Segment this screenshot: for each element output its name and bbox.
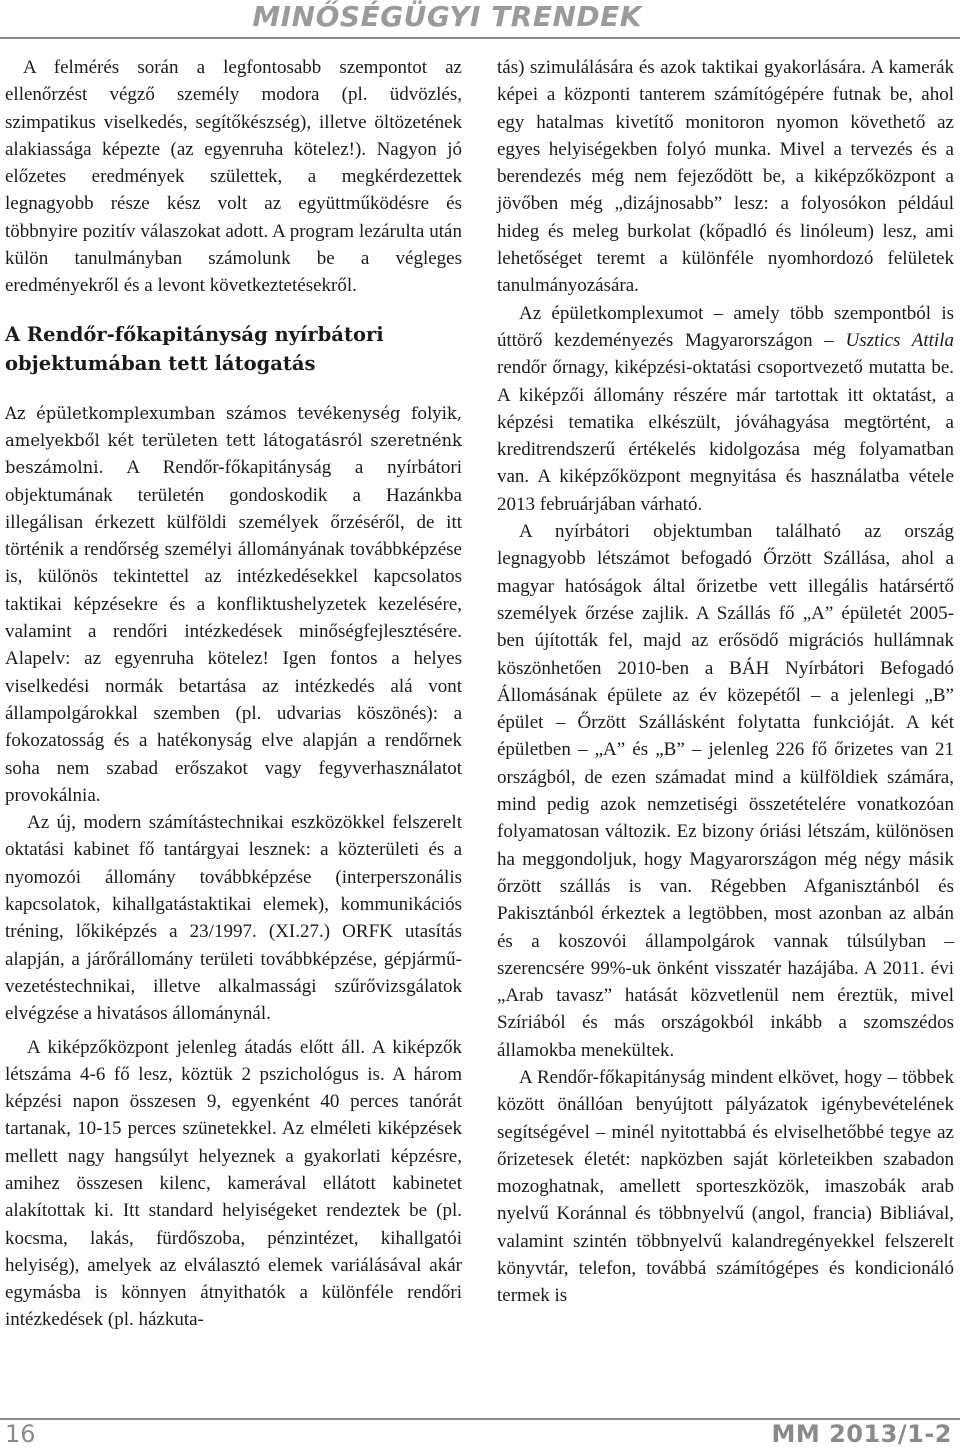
paragraph: A Rendőr-főkapitányság mindent elkövet, hogy – többek között önállóan benyújtott pályázatok igénybevételének segítségével – minél nyitottabbá és elviselhetőbbé tegye az őrizetesek életét: napközben saját körleteikben szabadon mozoghatnak, amellett sporteszközök, imaszobák arab nyelvű Koránnal és többnyelvű (angol, francia) Bibliával, valamint szintén többnyelvű kalandregényekkel felszerelt könyvtár, telefon, továbbá számítógépes és kondicionáló termek is	[497, 1066, 954, 1307]
section-subheading: A Rendőr-főkapitányság nyírbátori objektumában tett látogatás	[5, 322, 384, 375]
left-column	[5, 54, 462, 1334]
paragraph	[5, 400, 462, 809]
paragraph: A nyírbátori objektumban található az ország legnagyobb létszámot befogadó Őrzött Szállása, ahol a magyar hatóságok által őrizetbe vett illegális határsértő személyek őrzése zajlik. A Szállás fő „A” épületét 2005-ben újították fel, majd az erősödő migrációs hullámnak köszönhetően 2010-ben a BÁH Nyírbátori Befogadó Állomásának épülete az év közepétől – a jelenlegi „B” épület – Őrzött Szállásként folytatta funkcióját. A két épületben – „A” és „B” – jelenleg 226 fő őrizetes van 21 országból, de ezen számadat mind a külföldiek számára, mind pedig azok nemzetiségi összetételére vonatkozóan folyamatosan változik. Ez bizony óriási létszám, különösen ha meggondoljuk, hogy Magyarországon még négy másik őrzött szállás is van. Régebben Afganisztánból és Pakisztánból érkeztek a legtöbben, most azonban az albán és a koszovói állampolgárok vannak túlsúlyban – szerencsére 99%-uk önként visszatér hazájába. A 2011. évi „Arab tavasz” hatását közvetlenül nem éreztük, mivel Szíriából és más országokból inkább a szomszédos államokba menekültek.	[497, 521, 954, 1061]
page-header-title: MINŐSÉGÜGYI TRENDEK	[252, 0, 642, 33]
paragraph	[497, 300, 954, 518]
paragraph: A kiképzőközpont jelenleg átadás előtt áll. A kiképzők létszáma 4-6 fő lesz, köztük 2 pszichológus is. A három képzési napon összesen 9, egyenként 40 perces tanórát tartanak, 10-15 perces szünetekkel. Az elméleti kiképzések mellett nagy hangsúlyt helyeznek a gyakorlati képzésre, amihez összesen kilenc, kamerával ellátott kabinetet alakítottak ki. Itt standard helyiségeket rendeztek be (pl. kocsma, lakás, fürdőszoba, pénzintézet, kihallgatói helyiség), amelyek az elválasztó elemek variálásával akár egymásba is könnyen átnyithatók a különféle rendőri intézkedések (pl. házkuta-	[5, 1036, 462, 1331]
header-rule	[0, 37, 960, 39]
paragraph-text: Az épületkomplexumot – amely több szempontból is úttörő kezdeményezés Magyarországon –	[497, 302, 954, 351]
paragraph: A felmérés során a legfontosabb szempontot az ellenőrzést végző személy modora (pl. üdvözlés, szimpatikus viselkedés, segítőkészség), illetve öltözetének alakiassága képezte (az egyenruha kötelez!). Nagyon jó előzetes eredmények születtek, a megkérdezettek legnagyobb része kész volt az együttműködésre és többnyire pozitív válaszokat adott. A program lezárulta után külön tanulmányban számolunk be a végleges eredményekről és a levont következtetésekről.	[5, 57, 462, 297]
paragraph: tás) szimulálására és azok taktikai gyakorlására. A kamerák képei a központi tanterem számítógépére futnak be, ahol egy hatalmas kivetítő monitoron nyomon követhető az egyes helyiségekben folyó munka. Mivel a tervezés és a berendezés még nem fejeződött be, a kiképzőközpont a jövőben még „dizájnosabb” lesz: a folyosókon például hideg és meleg burkolat (kőpadló és linóleum) lesz, ami lehetőséget teremt a különféle nyomhordozó felületek tanulmányozására.	[497, 57, 954, 297]
intro-sentence: Az épületkomplexumban számos tevékenység folyik, amelyekből két területen tett látogatásról szeretnénk beszámolni.	[5, 403, 462, 478]
right-column	[497, 54, 954, 1310]
page-number: 16	[5, 1420, 36, 1448]
person-name: Usztics Attila	[845, 329, 954, 351]
issue-label: MM 2013/1-2	[771, 1420, 952, 1448]
paragraph: Az új, modern számítástechnikai eszközökkel felszerelt oktatási kabinet fő tantárgyai lesznek: a közterületi és a nyomozói állomány továbbképzése (interperszonális kapcsolatok, kihallgatástaktikai elemek), kommunikációs tréning, lőkiképzés a 23/1997. (XI.27.) ORFK utasítás alapján, a járőrállomány területi továbbképzése, gépjármű-vezetéstechnikai, illetve alkalmassági szűrővizsgálatok elvégzése a hivatásos állománynál.	[5, 812, 462, 1025]
paragraph-text: rendőr őrnagy, kiképzési-oktatási csoportvezető mutatta be. A kiképzői állomány részére már tartottak itt oktatást, a képzési tematika elkészült, jóváhagyása megtörtént, a kreditrendszerű értékelés kidolgozása még folyamatban van. A kiképzőközpont megnyitása és használatba vétele 2013 februárjában várható.	[497, 357, 954, 515]
paragraph-text: A Rendőr-főkapitányság a nyírbátori objektumának területén gondoskodik a Hazánkba illegálisan érkezett külföldi személyek őrzéséről, de itt történik a rendőrség személyi állományának továbbképzése is, különös tekintettel az intézkedésekkel kapcsolatos taktikai képzésekre és a konfliktushelyzetek kezelésére, valamint a rendőri intézkedések minőségfejlesztésére. Alapelv: az egyenruha kötelez! Igen fontos a helyes viselkedési normák betartása az intézkedés alá vont állampolgárokkal szemben (pl. udvarias köszönés): a fokozatosság és a hatékonyság elve alapján a rendőrnek soha nem szabad erőszakot vagy fegyverhasználatot provokálnia.	[5, 457, 462, 806]
